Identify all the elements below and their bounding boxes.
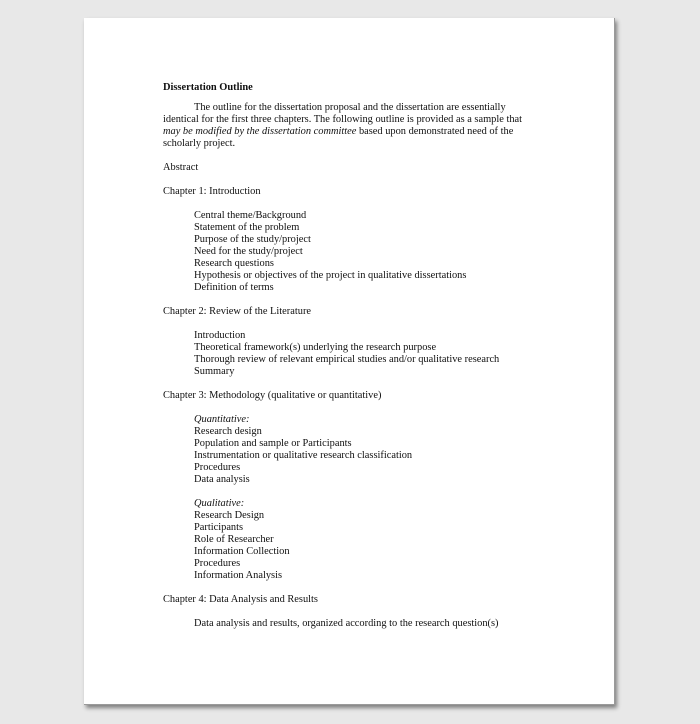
list-item: Instrumentation or qualitative research classification xyxy=(194,450,413,461)
list-item: Procedures xyxy=(194,462,241,473)
intro-text-part2: based upon demonstrated need of the scholarly project. xyxy=(163,126,514,149)
list-item: Data analysis and results, organized according to the research question(s) xyxy=(194,618,499,629)
list-item: Data analysis xyxy=(194,474,250,485)
document-content xyxy=(163,82,563,630)
list-item: Research Design xyxy=(194,510,265,521)
list-item: Thorough review of relevant empirical studies and/or qualitative research xyxy=(194,354,500,365)
quantitative-label: Quantitative: xyxy=(194,414,250,425)
chapter-3-heading: Chapter 3: Methodology (qualitative or quantitative) xyxy=(163,390,382,401)
list-item: Purpose of the study/project xyxy=(194,234,311,245)
list-item: Statement of the problem xyxy=(194,222,300,233)
document-page xyxy=(84,18,615,705)
chapter-2-heading: Chapter 2: Review of the Literature xyxy=(163,306,312,317)
list-item: Research design xyxy=(194,426,262,437)
list-item: Information Analysis xyxy=(194,570,283,581)
list-item: Hypothesis or objectives of the project in qualitative dissertations xyxy=(194,270,467,281)
list-item: Theoretical framework(s) underlying the research purpose xyxy=(194,342,437,353)
chapter-4-heading: Chapter 4: Data Analysis and Results xyxy=(163,594,318,605)
list-item: Introduction xyxy=(194,330,246,341)
intro-paragraph xyxy=(163,102,528,150)
intro-text-part1: The outline for the dissertation proposal and the dissertation are essentially identical for the first three chapters. The following outline is provided as a sample that xyxy=(163,102,523,125)
abstract-heading: Abstract xyxy=(163,162,199,173)
qualitative-label: Qualitative: xyxy=(194,498,245,509)
list-item: Population and sample or Participants xyxy=(194,438,352,449)
list-item: Definition of terms xyxy=(194,282,274,293)
list-item: Role of Researcher xyxy=(194,534,274,545)
intro-text-italic: may be modified by the dissertation committee xyxy=(163,126,357,137)
list-item: Central theme/Background xyxy=(194,210,307,221)
list-item: Information Collection xyxy=(194,546,290,557)
list-item: Summary xyxy=(194,366,235,377)
chapter-1-heading: Chapter 1: Introduction xyxy=(163,186,261,197)
list-item: Participants xyxy=(194,522,244,533)
list-item: Need for the study/project xyxy=(194,246,303,257)
list-item: Procedures xyxy=(194,558,241,569)
document-title: Dissertation Outline xyxy=(163,82,253,93)
list-item: Research questions xyxy=(194,258,274,269)
